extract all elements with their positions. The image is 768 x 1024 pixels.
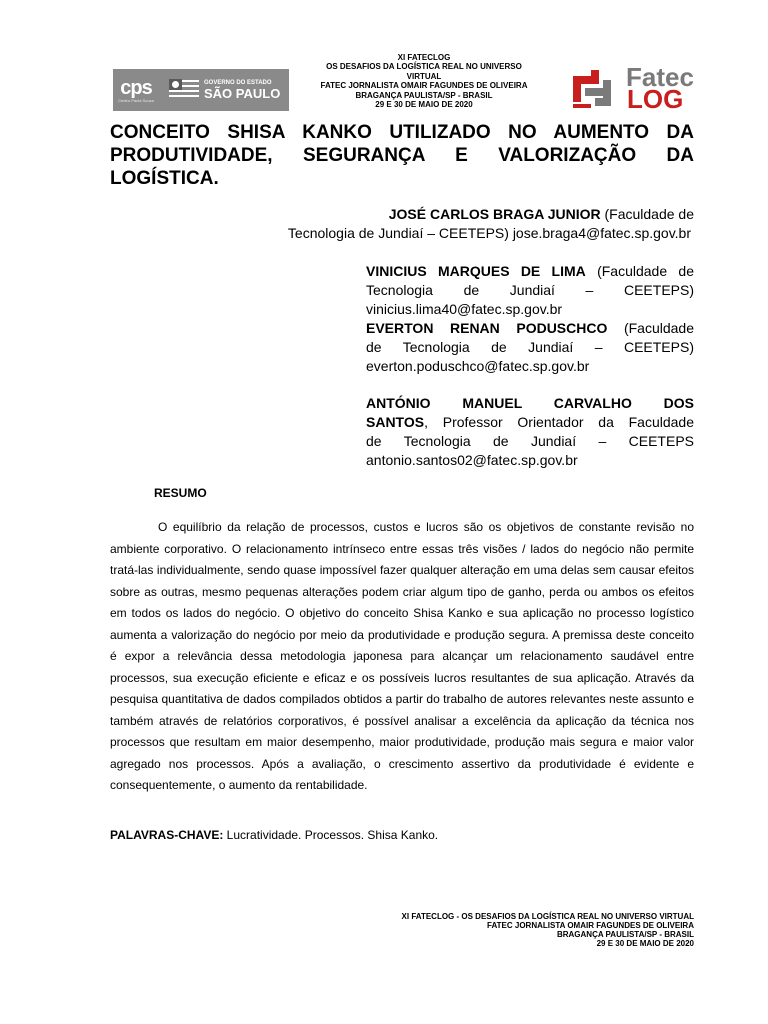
fatec-label: Fatec (626, 62, 694, 92)
author-block: ANTÓNIO MANUEL CARVALHO DOS SANTOS, Professor Orientador da Faculdade de Tecnologia de Jundiaí – CEETEPS antonio.santos02@fatec.sp.gov.br (366, 395, 694, 468)
abstract-text: O equilíbrio da relação de processos, custos e lucros são os objetivos de constante revisão no ambiente corporativo. O relacionamento intrínseco entre essas três visões / lados do negócio não permite tratá-las individualmente, sendo quase impossível fazer qualquer alteração em uma delas sem causar efeitos sobre as outras, mesmo pequenas alterações podem criar algum tipo de ganho, perda ou ambos os efeitos em todos os lados do negócio. O objetivo do conceito Shisa Kanko e sua aplicação no processo logístico aumenta a valorização do negócio por meio da produtividade e produção segura. A premissa deste conceito é expor a relevância dessa metodologia japonesa para alcançar um relacionamento saudável entre processos, sua execução eficiente e eficaz e os possíveis lucros resultantes de sua aplicação. Através da pesquisa quantitativa de dados compilados obtidos a partir do trabalho de autores relevantes neste assunto e também através de relatórios corporativos, é possível analisar a excelência da aplicação da técnica nos processos que resultam em maior desempenho, maior produtividade, produção mais segura e maior valor agregado nos processos. Após a avaliação, o crescimento assertivo da produtividade é evidente e consequentemente, o aumento da rentabilidade. (110, 520, 694, 792)
author-name: JOSÉ CARLOS BRAGA JUNIOR (388, 206, 601, 222)
author-name: ANTÓNIO MANUEL CARVALHO DOS (366, 395, 694, 411)
sao-paulo-label: SÃO PAULO (204, 86, 281, 101)
author-block: JOSÉ CARLOS BRAGA JUNIOR (Faculdade de Tecnologia de Jundiaí – CEETEPS) jose.braga4@fatec.sp.gov.br (287, 206, 694, 241)
author-email: vinicius.lima40@fatec.sp.gov.br (366, 301, 563, 317)
author-email: everton.poduschco@fatec.sp.gov.br (366, 358, 590, 374)
fatec-log-logo (569, 64, 696, 112)
author-name: EVERTON RENAN PODUSCHCO (366, 320, 608, 336)
governo-label: GOVERNO DO ESTADO (204, 80, 272, 86)
cps-sao-paulo-logo (113, 69, 289, 111)
event-header: XI FATECLOG OS DESAFIOS DA LOGÍSTICA REAL NO UNIVERSO VIRTUAL FATEC JORNALISTA OMAIR FAGUNDES DE OLIVEIRA BRAGANÇA PAULISTA/SP - BRASIL 29 E 30 DE MAIO DE 2020 (320, 53, 528, 110)
keywords-label: PALAVRAS-CHAVE: (110, 828, 224, 842)
fatec-mark-icon (569, 66, 615, 110)
author-block: VINICIUS MARQUES DE LIMA (Faculdade de Tecnologia de Jundiaí – CEETEPS) vinicius.lima40@fatec.sp.gov.br EVERTON RENAN PODUSCHCO (Faculdade de Tecnologia de Jundiaí – CEETEPS) everton.poduschco@fatec.sp.gov.br (366, 263, 694, 374)
cps-logo: cps Centro Paula Souza (118, 76, 154, 103)
abstract-heading: RESUMO (154, 486, 207, 500)
page-footer: XI FATECLOG - OS DESAFIOS DA LOGÍSTICA REAL NO UNIVERSO VIRTUAL FATEC JORNALISTA OMAIR FAGUNDES DE OLIVEIRA BRAGANÇA PAULISTA/SP - BRASIL 29 E 30 DE MAIO DE 2020 (401, 912, 694, 948)
author-name: VINICIUS MARQUES DE LIMA (366, 263, 586, 279)
keywords-text: Lucratividade. Processos. Shisa Kanko. (223, 828, 439, 842)
author-email: antonio.santos02@fatec.sp.gov.br (366, 452, 578, 468)
paper-title: CONCEITO SHISA KANKO UTILIZADO NO AUMENTO DA PRODUTIVIDADE, SEGURANÇA E VALORIZAÇÃO DA LOGÍSTICA. (110, 122, 694, 189)
log-label: LOG (627, 84, 684, 114)
sao-paulo-flag-icon (167, 77, 201, 103)
keywords (110, 828, 438, 842)
